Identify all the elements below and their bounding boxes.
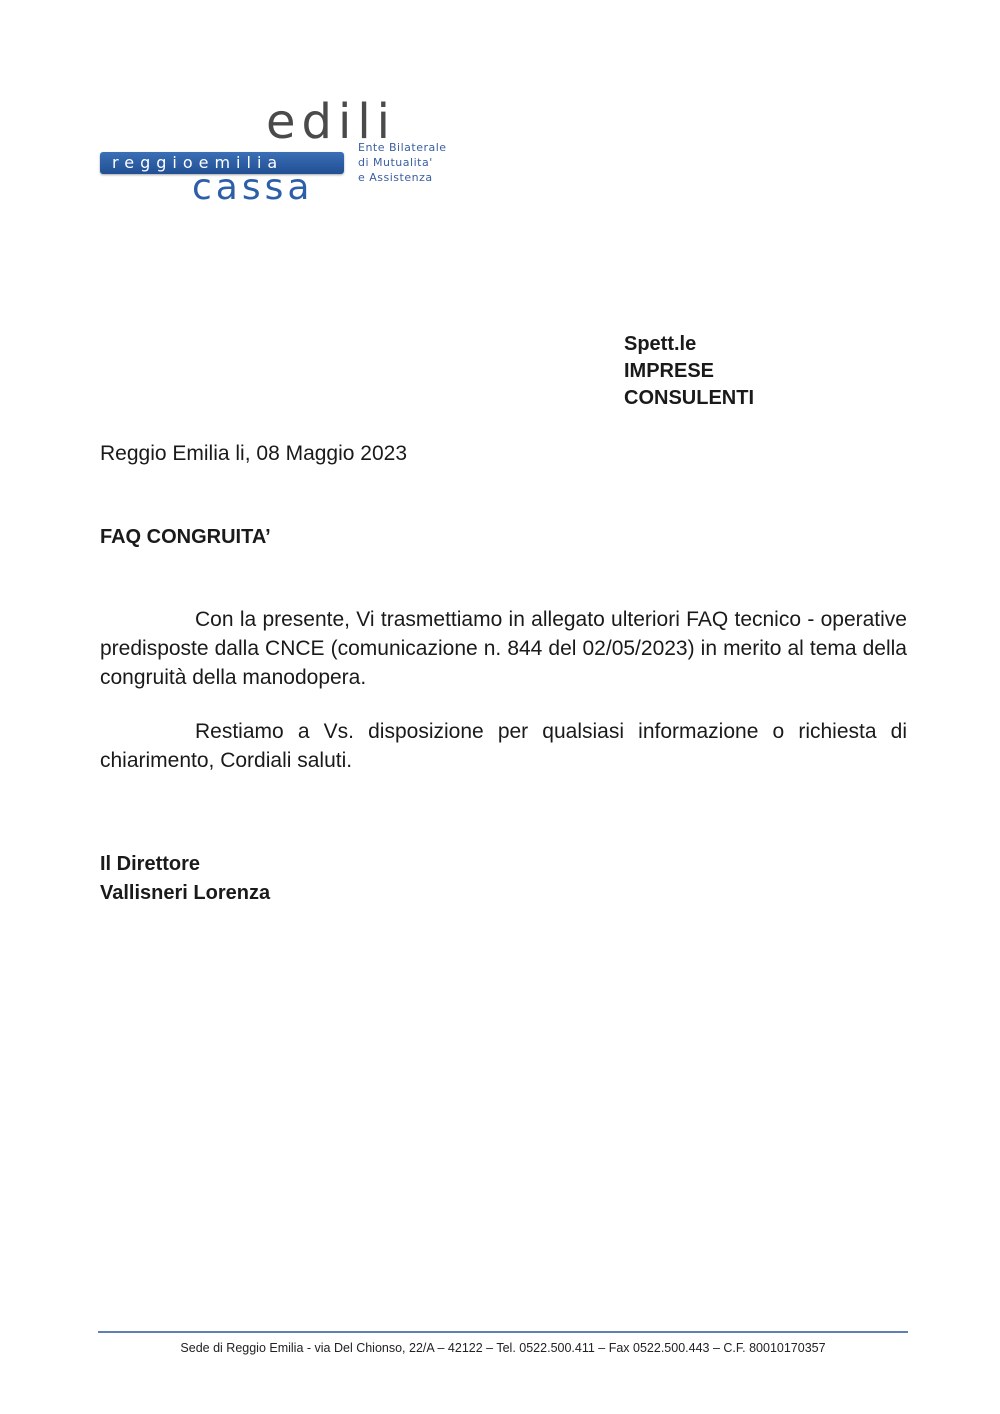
logo-word-edili: edili [266, 94, 397, 150]
logo-tagline-line: Ente Bilaterale [358, 141, 447, 154]
body-paragraph: Restiamo a Vs. disposizione per qualsiasi informazione o richiesta di chiarimento, Cordiali saluti. [100, 720, 907, 772]
letter-body [100, 605, 907, 775]
signature-role: Il Direttore [100, 853, 201, 875]
cassa-edili-logo [100, 94, 500, 210]
logo-tagline [358, 140, 447, 185]
footer-divider [98, 1331, 908, 1333]
addressee-line: IMPRESE [624, 360, 715, 382]
addressee-block [624, 331, 754, 412]
addressee-salutation: Spett.le [624, 333, 697, 355]
signature-name: Vallisneri Lorenza [100, 882, 271, 904]
logo-tagline-line: e Assistenza [358, 171, 433, 184]
footer-address: Sede di Reggio Emilia - via Del Chionso, 22/A – 42122 – Tel. 0522.500.411 – Fax 0522.500.443 – C.F. 80010170357 [180, 1341, 826, 1355]
letter-subject: FAQ CONGRUITA’ [100, 526, 271, 548]
addressee-line: CONSULENTI [624, 387, 754, 409]
body-paragraph: Con la presente, Vi trasmettiamo in allegato ulteriori FAQ tecnico - operative predisposte dalla CNCE (comunicazione n. 844 del 02/05/2023) in merito al tema della congruità della manodopera. [100, 608, 907, 689]
logo-word-cassa: cassa [192, 167, 314, 208]
signature-block [100, 850, 270, 908]
logo-word-reggioemilia: reggioemilia [112, 153, 284, 172]
logo-tagline-line: di Mutualita' [358, 156, 433, 169]
letter-date: Reggio Emilia li, 08 Maggio 2023 [100, 442, 408, 465]
